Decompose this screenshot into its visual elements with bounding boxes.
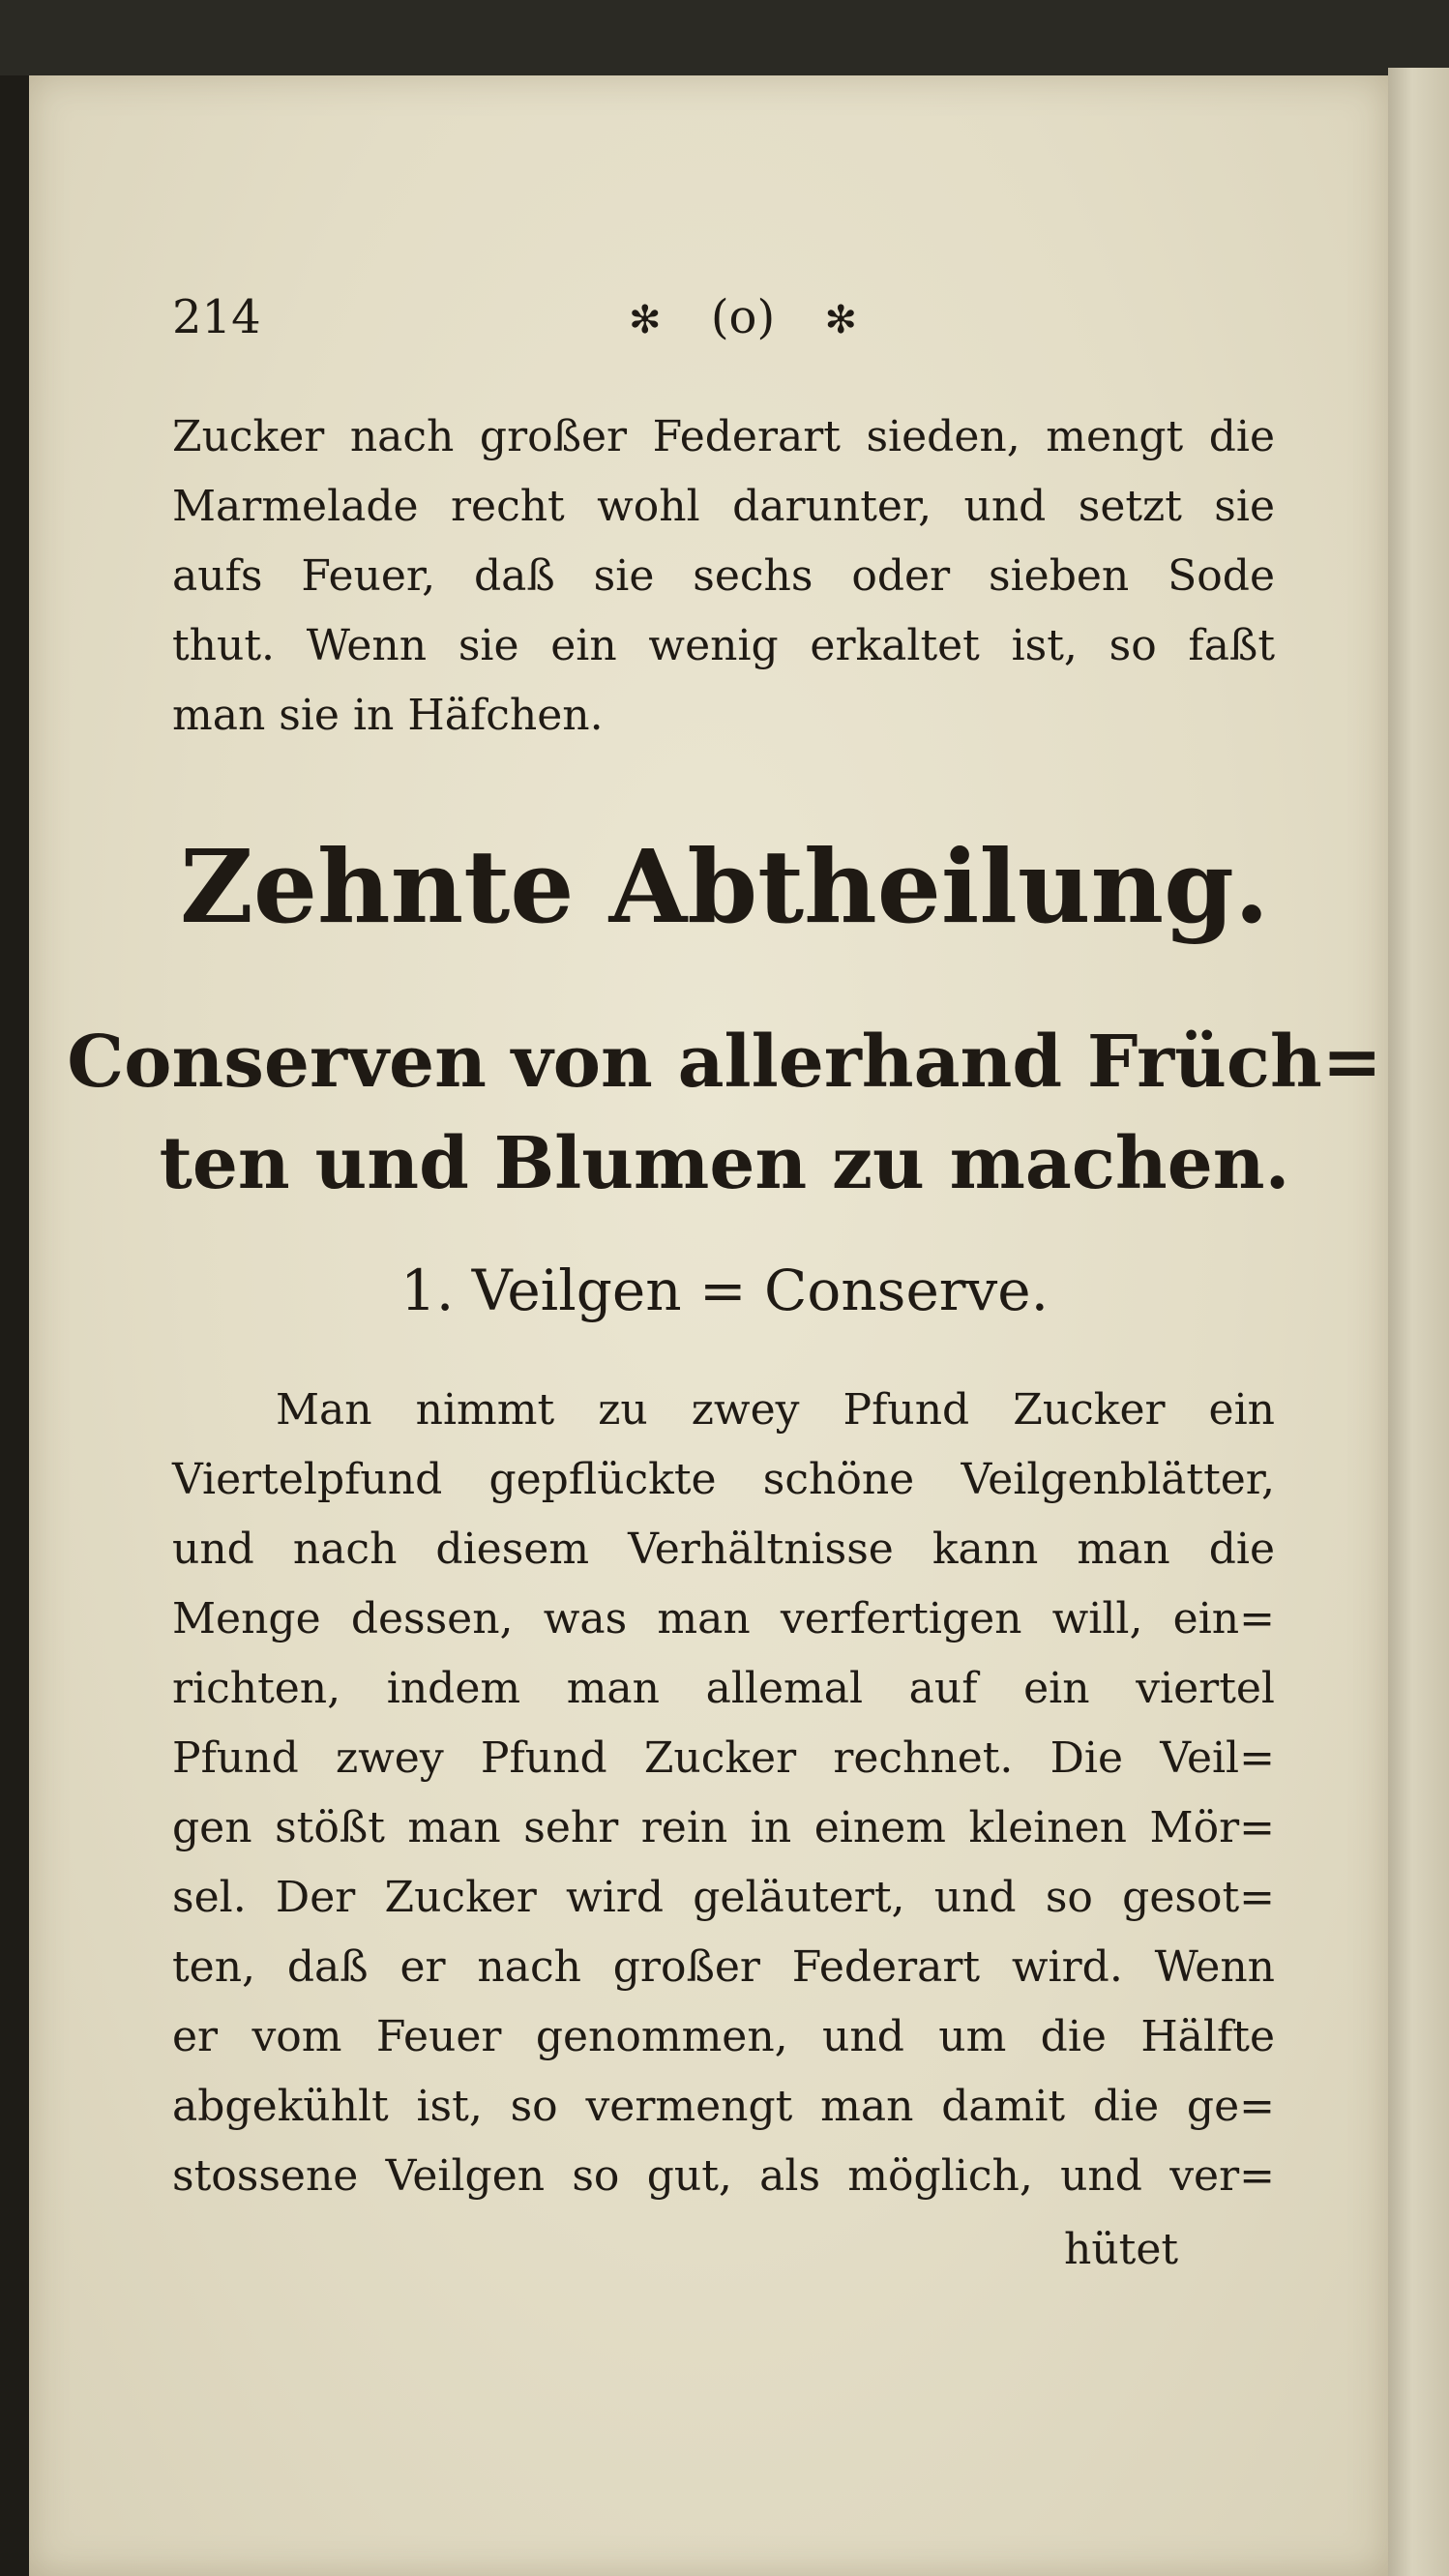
top-paragraph-line: Marmelade recht wohl darunter, und setzt sie [172, 482, 1275, 531]
chapter-subheading-line: ten und Blumen zu machen. [159, 1122, 1290, 1205]
body-paragraph-line: stossene Veilgen so gut, als möglich, und ver= [172, 2151, 1275, 2201]
body-paragraph-line: sel. Der Zucker wird geläutert, und so gesot= [172, 1873, 1275, 1922]
page-number: 214 [172, 290, 261, 344]
chapter-subheading-line: Conserven von allerhand Früch= [67, 1021, 1382, 1104]
top-paragraph-line: Zucker nach großer Federart sieden, mengt die [172, 412, 1275, 461]
body-paragraph-line: gen stößt man sehr rein in einem kleinen Mör= [172, 1803, 1275, 1852]
section-title: 1. Veilgen = Conserve. [399, 1258, 1050, 1323]
running-head-text: (o) [710, 290, 776, 344]
catchword: hütet [1064, 2225, 1179, 2274]
scanner-background [0, 0, 1449, 75]
body-paragraph-line: richten, indem man allemal auf ein viertel [172, 1664, 1275, 1713]
ornament-right-icon: ✻ [824, 298, 857, 342]
body-paragraph-line: ten, daß er nach großer Federart wird. Wenn [172, 1942, 1275, 1992]
body-paragraph-line: Viertelpfund gepflückte schöne Veilgenblätter, [172, 1455, 1275, 1504]
body-paragraph-line: Pfund zwey Pfund Zucker rechnet. Die Veil= [172, 1733, 1275, 1783]
top-paragraph-line: thut. Wenn sie ein wenig erkaltet ist, so faßt [172, 621, 1275, 670]
body-paragraph-line: Menge dessen, was man verfertigen will, ein= [172, 1594, 1275, 1643]
top-paragraph-line: aufs Feuer, daß sie sechs oder sieben Sode [172, 551, 1275, 601]
body-paragraph-line: und nach diesem Verhältnisse kann man die [172, 1525, 1275, 1574]
running-head [346, 290, 1139, 344]
chapter-heading: Zehnte Abtheilung. [179, 827, 1270, 946]
top-paragraph-line: man sie in Häfchen. [172, 691, 604, 740]
ornament-left-icon: ✻ [629, 298, 662, 342]
body-paragraph-line: Man nimmt zu zwey Pfund Zucker ein [276, 1385, 1275, 1435]
body-paragraph-line: er vom Feuer genommen, und um die Hälfte [172, 2012, 1275, 2061]
body-paragraph-line: abgekühlt ist, so vermengt man damit die ge= [172, 2082, 1275, 2131]
page-header [172, 290, 1304, 368]
